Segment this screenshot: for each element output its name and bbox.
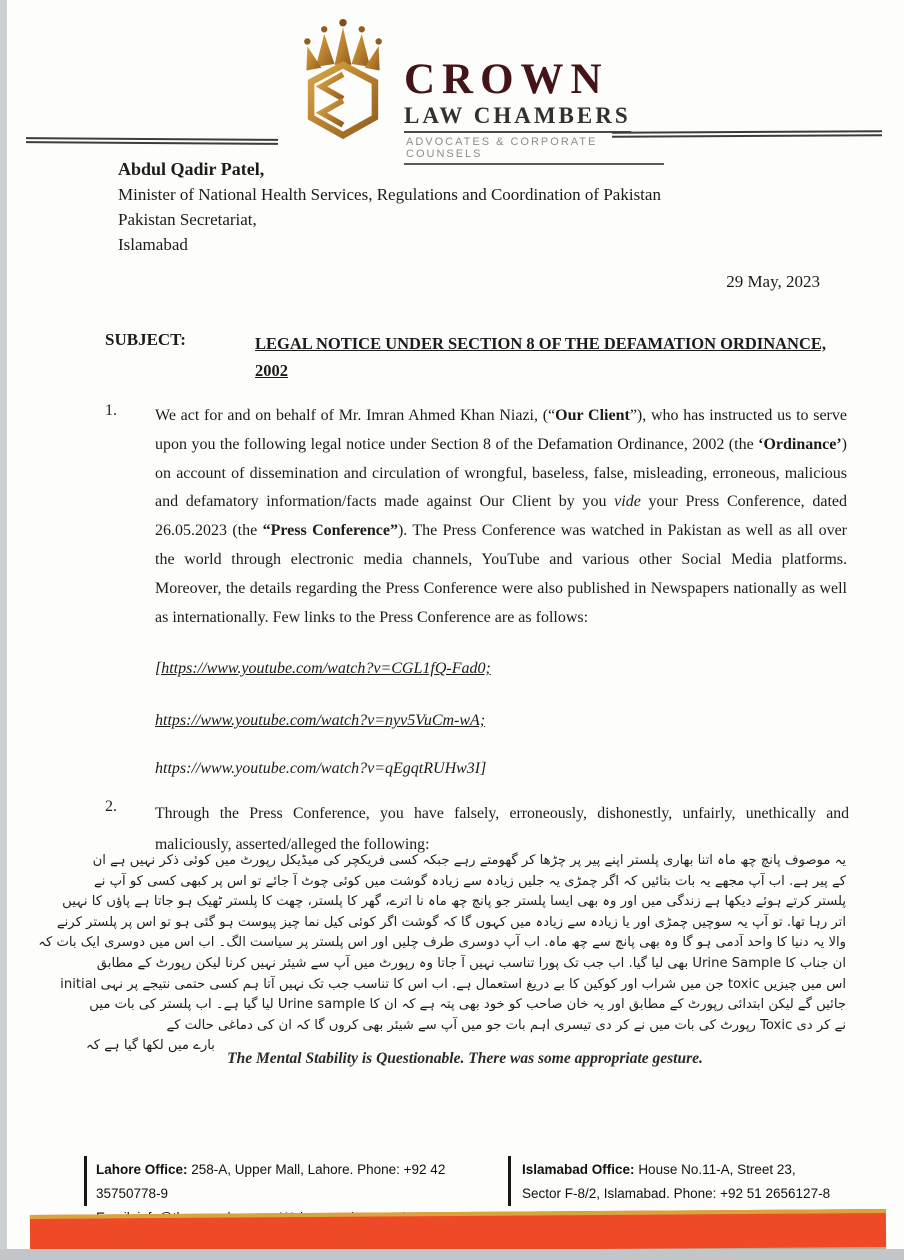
header-rule-right	[612, 130, 882, 137]
footer-divider-left	[84, 1156, 87, 1206]
footer-divider-middle	[508, 1156, 511, 1206]
letter-date: 29 May, 2023	[726, 272, 820, 291]
urdu-line: اتر رہا تھا. تو آپ یہ سوچیں چمڑی اور یا زیادہ سے زیادہ میں کہوں گا کہ گوشت اگر کوئی کیل نما چیز پیوست ہو گئی ہو تو اس پر پلستر کرنے	[56, 914, 846, 930]
brand-block	[404, 58, 664, 165]
urdu-quoted-excerpt	[38, 851, 846, 1057]
youtube-link-3[interactable]: https://www.youtube.com/watch?v=qEgqtRUHw3I]	[155, 760, 487, 777]
urdu-line: یہ موصوف پانچ چھ ماہ اتنا بھاری پلستر اپنے پیر پر چڑھا کر گھومتے رہے جبکہ کسی فریکچر کی میڈیکل رپورٹ میں کوئی ذکر نہیں ہے ان	[92, 853, 846, 868]
subject-text	[255, 330, 847, 384]
brand-tagline: ADVOCATES & CORPORATE COUNSELS	[404, 134, 664, 165]
paragraph-1-number: 1.	[105, 402, 117, 419]
lahore-office-label: Lahore Office:	[96, 1162, 188, 1177]
quoted-english-remark: The Mental Stability is Questionable. There was some appropriate gesture.	[227, 1050, 703, 1067]
urdu-line: نے کر دی Toxic رپورٹ کی بات میں نے کر دی تیسری اہم بات جو میں آپ سے شیئر بھی کروں گا کہ ان کی دماغی حالت کے	[166, 1017, 846, 1033]
recipient-line: Pakistan Secretariat,	[118, 210, 257, 229]
brand-name: CROWN	[404, 56, 609, 103]
urdu-line: ان جناب کا Urine Sample بھی لیا گیا. اب جب تک پورا تناسب نہیں آ جاتا وہ رپورٹ میں آپ سے شیئر نہیں کرنا لیکن رپورٹ کے مطابق	[96, 955, 846, 971]
subject-line-1: LEGAL NOTICE UNDER SECTION 8 OF THE DEFAMATION ORDINANCE,	[255, 334, 827, 353]
paragraph-2: Through the Press Conference, you have falsely, erroneously, dishonestly, unfairly, unethically and maliciously, asserted/alleged the following:	[155, 805, 849, 853]
photo-edge-left	[0, 0, 7, 1260]
islamabad-office-contact: Sector F-8/2, Islamabad. Phone: +92 51 2656127-8	[522, 1186, 831, 1201]
recipient-line: Minister of National Health Services, Regulations and Coordination of Pakistan	[118, 185, 661, 204]
youtube-link-1[interactable]: [https://www.youtube.com/watch?v=CGL1fQ-Fad0;	[155, 660, 491, 677]
subject-label: SUBJECT:	[105, 330, 186, 349]
subject-line-2: 2002	[255, 361, 288, 380]
recipient-block	[118, 157, 661, 257]
lahore-office-address: 258-A, Upper Mall, Lahore. Phone: +92 42 35750778-9	[96, 1162, 446, 1201]
islamabad-office-address: House No.11-A, Street 23,	[638, 1162, 796, 1177]
recipient-name: Abdul Qadir Patel,	[118, 159, 265, 179]
brand-subtitle: LAW CHAMBERS	[404, 102, 631, 133]
recipient-line: Islamabad	[118, 235, 188, 254]
paragraph-1: We act for and on behalf of Mr. Imran Ahmed Khan Niazi, (“Our Client”), who has instructed us to serve upon you the following legal notice under Section 8 of the Defamation Ordinance, 2002 (the ‘Ordinance’) on account of dissemination and circulation of wrongful, baseless, false, misleading, erroneous, malicious and defamatory information/facts made against Our Client by you vide your Press Conference, dated 26.05.2023 (the “Press Conference”). The Press Conference was watched in Pakistan as well as all over the world through electronic media channels, YouTube and various other Social Media platforms. Moreover, the details regarding the Press Conference were also published in Newspapers nationally as well as internationally. Few links to the Press Conference are as follows:	[155, 407, 848, 626]
footer-islamabad-office	[522, 1158, 862, 1206]
islamabad-office-label: Islamabad Office:	[522, 1162, 635, 1177]
urdu-line: والا یہ دنیا کا واحد آدمی ہو گا وہ بھی پانچ سے چھ ماہ. اب آپ دوسری طرف چلیں اور اس پلستر پر سیاست الگ۔ اب اس میں دوسری ایک بات کہ	[38, 935, 846, 951]
paragraph-2-number: 2.	[105, 798, 117, 815]
urdu-line: اس میں چیزیں toxic جن میں شراب اور کوکین کا بے دریغ استعمال ہے. اب اس کا تناسب جب تک نہیں آتا ہم کسی حتمی نتیجے پر نہی initial	[60, 976, 846, 992]
header-rule-left	[26, 137, 278, 145]
urdu-line: بارے میں لکھا گیا ہے کہ	[86, 1038, 215, 1054]
urdu-line: کے پیر ہے. اب آپ مجھے یہ بات بتائیں کہ اگر چمڑی یہ جلیں زیادہ سے زیادہ گوشت میں کوئی چوٹ آ جائے تو اس پر کبھی کسی کو آپ نے	[93, 873, 846, 889]
urdu-line: جائیں گے لیکن ابتدائی رپورٹ کے مطابق اور یہ خان صاحب کو خود بھی پتہ ہے کہ ان کا Urine sample لیا گیا ہے۔ اب پلستر کی بات میں	[89, 997, 846, 1013]
photo-edge-bottom	[0, 1249, 904, 1260]
crown-logo-icon	[282, 16, 404, 142]
urdu-line: پلستر کرتے ہوئے دیکھا ہے زندگی میں اور وہ بھی ایسا پلستر جو پانچ چھ ماہ نا اترے، گھر کا پلستر، چھت کا پلستر ٹھیک ہو جاتا ہے پاؤں کا نہیں	[62, 894, 846, 910]
youtube-link-2[interactable]: https://www.youtube.com/watch?v=nyv5VuCm-wA;	[155, 712, 486, 729]
